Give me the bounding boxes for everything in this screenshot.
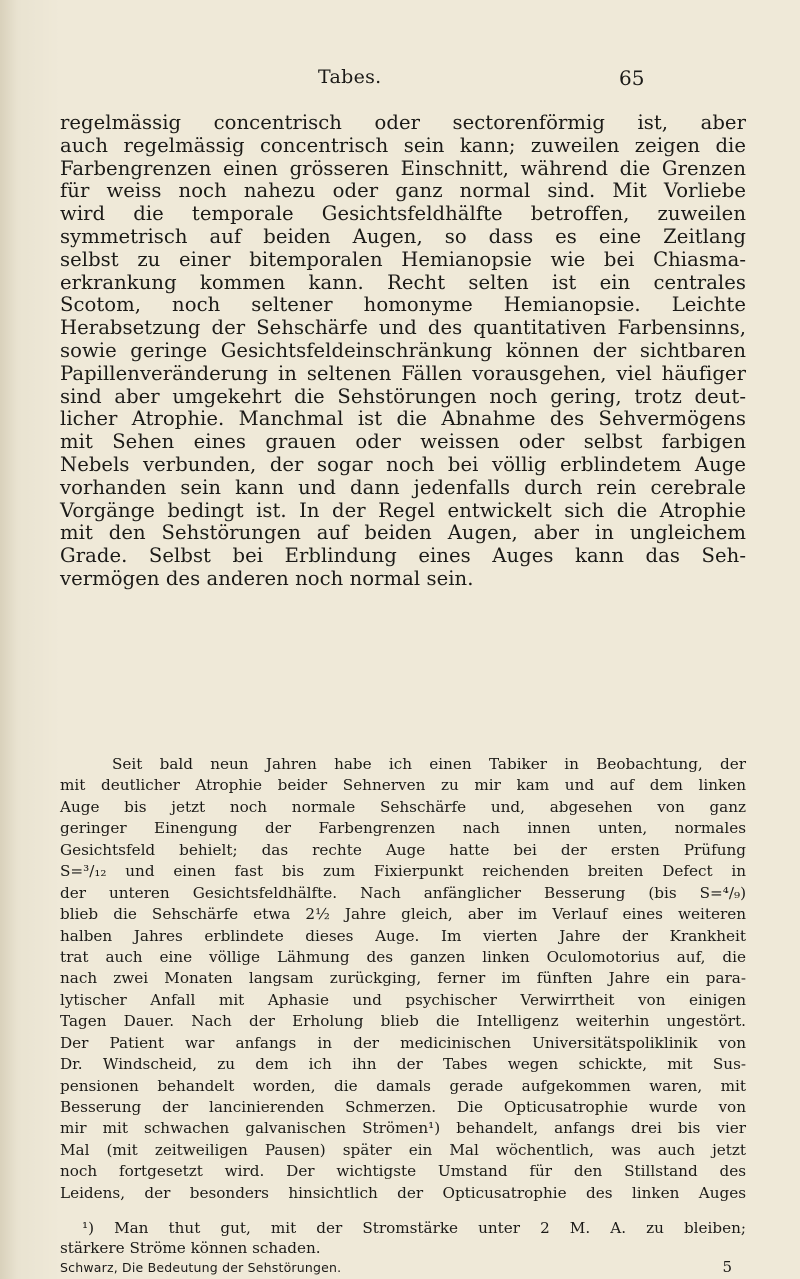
text-line: mit den Sehstörungen auf beiden Augen, aber in ungleichem	[60, 521, 746, 545]
case-line: Der Patient war anfangs in der medicinischen Universitätspoliklinik von	[60, 1033, 746, 1052]
text-line: mit Sehen eines grauen oder weissen oder selbst farbigen	[60, 430, 746, 454]
case-line: trat auch eine völlige Lähmung des ganzen linken Oculomotorius auf, die	[60, 947, 746, 966]
sheet-mark: 5	[722, 1258, 732, 1276]
case-line: Mal (mit zeitweiligen Pausen) später ein Mal wöchentlich, was auch jetzt	[60, 1140, 746, 1159]
text-line: Papillenveränderung in seltenen Fällen vorausgehen, viel häufiger	[60, 361, 746, 385]
running-title: Tabes.	[318, 66, 382, 88]
case-line: Auge bis jetzt noch normale Sehschärfe und, abgesehen von ganz	[60, 797, 746, 816]
text-line: regelmässig concentrisch oder sectorenförmig ist, aber	[60, 111, 746, 134]
case-line: Tagen Dauer. Nach der Erholung blieb die Intelligenz weiterhin ungestört.	[60, 1012, 746, 1031]
text-line: erkrankung kommen kann. Recht selten ist ein centrales	[60, 270, 746, 294]
case-line: mit deutlicher Atrophie beider Sehnerven zu mir kam und auf dem linken	[60, 776, 746, 795]
case-line: halben Jahres erblindete dieses Auge. Im vierten Jahre der Krankheit	[60, 926, 746, 945]
footnote-line: stärkere Ströme können schaden.	[60, 1239, 321, 1257]
text-line: sind aber umgekehrt die Sehstörungen noch gering, trotz deut-	[60, 384, 746, 408]
case-line: blieb die Sehschärfe etwa 2½ Jahre gleich, aber im Verlauf eines weiteren	[60, 905, 746, 924]
printer-signature	[60, 1260, 746, 1278]
main-paragraph	[60, 112, 746, 591]
text-line: auch regelmässig concentrisch sein kann; zuweilen zeigen die	[60, 133, 746, 157]
case-line: nach zwei Monaten langsam zurückging, ferner im fünften Jahre ein para-	[60, 969, 746, 988]
case-line: Gesichtsfeld behielt; das rechte Auge hatte bei der ersten Prüfung	[60, 840, 746, 859]
footnote	[60, 1218, 746, 1258]
signature-text: Schwarz, Die Bedeutung der Sehstörungen.	[60, 1260, 342, 1275]
case-line: S=³/₁₂ und einen fast bis zum Fixierpunkt reichenden breiten Defect in	[60, 862, 746, 881]
text-line: wird die temporale Gesichtsfeldhälfte betroffen, zuweilen	[60, 202, 746, 226]
case-line: Dr. Windscheid, zu dem ich ihn der Tabes wegen schickte, mit Sus-	[60, 1055, 746, 1074]
footnote-line: ¹) Man thut gut, mit der Stromstärke unter 2 M. A. zu bleiben;	[82, 1219, 746, 1237]
case-line: lytischer Anfall mit Aphasie und psychischer Verwirrtheit von einigen	[60, 990, 746, 1009]
text-line: Nebels verbunden, der sogar noch bei völlig erblindetem Auge	[60, 452, 746, 476]
case-line: der unteren Gesichtsfeldhälfte. Nach anfänglicher Besserung (bis S=⁴/₉)	[60, 883, 746, 902]
page-number: 65	[619, 66, 645, 90]
text-line: licher Atrophie. Manchmal ist die Abnahme des Sehvermögens	[60, 407, 746, 431]
text-line: Scotom, noch seltener homonyme Hemianopsie. Leichte	[60, 293, 746, 317]
text-line: Vorgänge bedingt ist. In der Regel entwickelt sich die Atrophie	[60, 498, 746, 522]
case-line: Leidens, der besonders hinsichtlich der Opticusatrophie des linken Auges	[60, 1183, 746, 1202]
text-line: Grade. Selbst bei Erblindung eines Auges kann das Seh-	[60, 544, 746, 568]
case-line: mir mit schwachen galvanischen Strömen¹) behandelt, anfangs drei bis vier	[60, 1119, 746, 1138]
text-line: Herabsetzung der Sehschärfe und des quantitativen Farbensinns,	[60, 316, 746, 340]
text-line: selbst zu einer bitemporalen Hemianopsie wie bei Chiasma-	[60, 247, 746, 271]
case-line: Seit bald neun Jahren habe ich einen Tabiker in Beobachtung, der	[112, 755, 746, 773]
text-line: vermögen des anderen noch normal sein.	[60, 566, 474, 590]
text-line: für weiss noch nahezu oder ganz normal sind. Mit Vorliebe	[60, 179, 746, 203]
case-line: geringer Einengung der Farbengrenzen nach innen unten, normales	[60, 819, 746, 838]
text-line: symmetrisch auf beiden Augen, so dass es eine Zeitlang	[60, 224, 746, 248]
text-line: Farbengrenzen einen grösseren Einschnitt, während die Grenzen	[60, 156, 746, 180]
case-line: pensionen behandelt worden, die damals gerade aufgekommen waren, mit	[60, 1076, 746, 1095]
text-line: sowie geringe Gesichtsfeldeinschränkung können der sichtbaren	[60, 338, 746, 362]
text-line: vorhanden sein kann und dann jedenfalls durch rein cerebrale	[60, 475, 746, 499]
running-head	[0, 66, 800, 92]
case-report	[60, 754, 746, 1204]
case-line: noch fortgesetzt wird. Der wichtigste Umstand für den Stillstand des	[60, 1162, 746, 1181]
case-line: Besserung der lancinierenden Schmerzen. Die Opticusatrophie wurde von	[60, 1098, 746, 1116]
